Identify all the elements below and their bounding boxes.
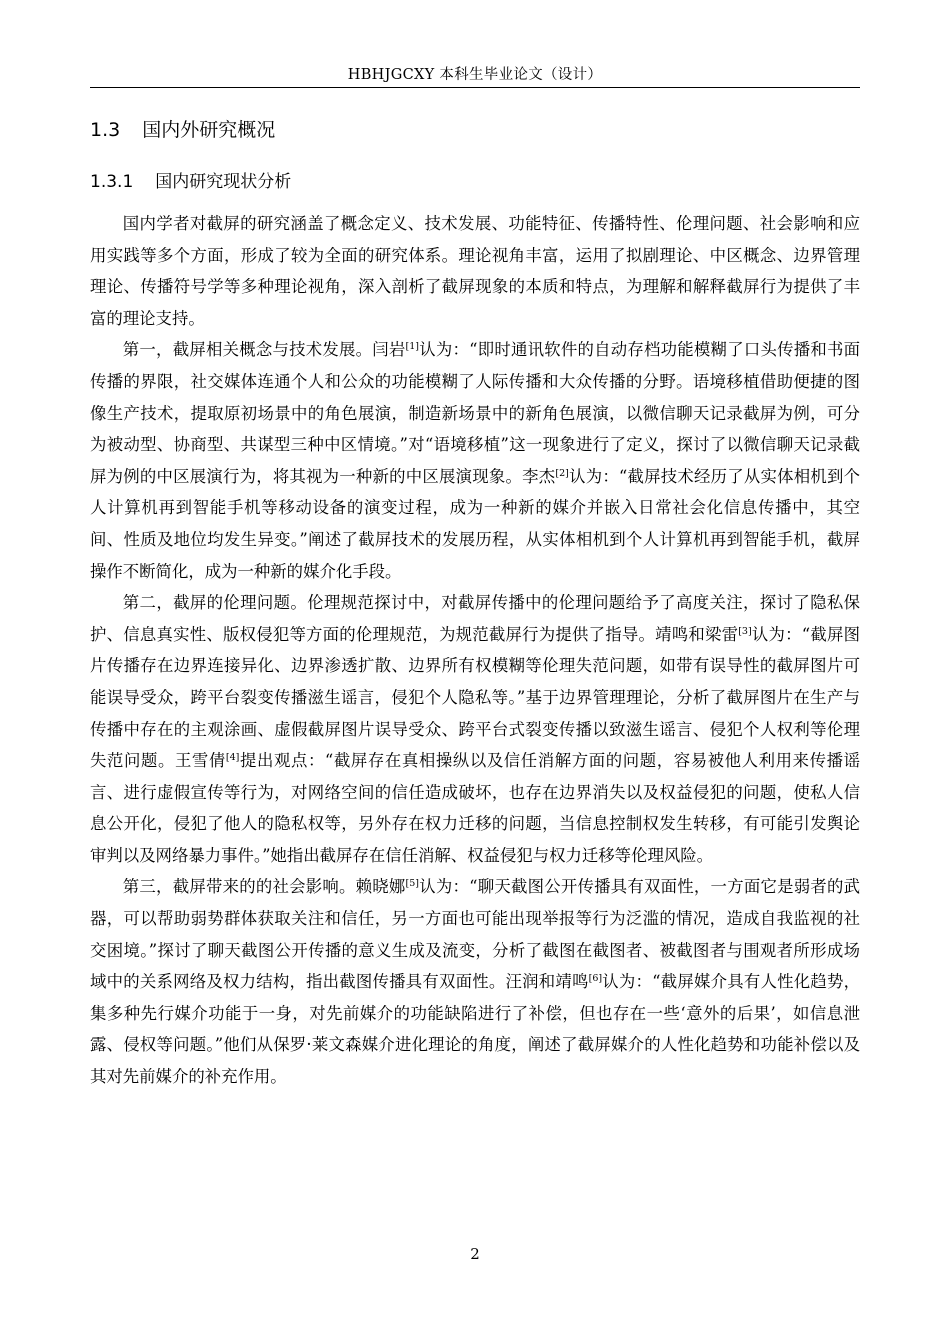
- paragraph-text: 提出观点：“截屏存在真相操纵以及信任消解方面的问题，容易被他人利用来传播谣言、进行虚假宣传等行为，对网络空间的信任造成破坏，也存在边界消失以及权益侵犯的问题，使私人信息公开化，侵犯了他人的隐私权等，另外存在权力迁移的问题，当信息控制权发生转移，有可能引发舆论审判以及网络暴力事件。”她指出截屏存在信任消解、权益侵犯与权力迁移等伦理风险。: [90, 751, 860, 865]
- paragraph-text: 第三，截屏带来的的社会影响。赖晓娜: [122, 877, 406, 897]
- section-number: 1.3: [90, 119, 121, 141]
- paragraph-text: 认为：“聊天截图公开传播具有双面性，一方面它是弱者的武器，可以帮助弱势群体获取关注和信任，另一方面也可能出现举报等行为泛滥的情况，造成自我监视的社交困境。”探讨了聊天截图公开传播的意义生成及流变，分析了截图在截图者、被截图者与围观者所形成场域中的关系网络及权力结构，指出截图传播具有双面性。汪润和靖鸣: [90, 877, 860, 992]
- section-title: 国内外研究概况: [142, 119, 276, 141]
- subsection-heading: [90, 170, 291, 194]
- paragraph-text: 认为：“截屏技术经历了从实体相机到个人计算机再到智能手机等移动设备的演变过程，成为一种新的媒介并嵌入日常社会化信息传播中，其空间、性质及地位均发生异变。”阐述了截屏技术的发展历程，从实体相机到个人计算机再到智能手机，截屏操作不断简化，成为一种新的媒介化手段。: [90, 466, 860, 581]
- citation-ref: [3]: [738, 625, 752, 637]
- paragraph-text: 第一，截屏相关概念与技术发展。闫岩: [122, 340, 406, 360]
- subsection-number: 1.3.1: [90, 172, 134, 192]
- paragraph-text: 认为：“截屏媒介具有人性化趋势，集多种先行媒介功能于一身，对先前媒介的功能缺陷进行了补偿，但也存在一些‘意外的后果’，如信息泄露、侵权等问题。”他们从保罗·莱文森媒介进化理论的角度，阐述了截屏媒介的人性化趋势和功能补偿以及其对先前媒介的补充作用。: [90, 972, 860, 1087]
- paragraph: [90, 208, 860, 334]
- header-rule: [90, 87, 860, 88]
- citation-ref: [6]: [588, 973, 603, 985]
- paragraph: [90, 871, 860, 1092]
- citation-ref: [1]: [405, 341, 419, 353]
- body-text: [90, 208, 860, 1093]
- paragraph-text: 认为：“即时通讯软件的自动存档功能模糊了口头传播和书面传播的界限，社交媒体连通个人和公众的功能模糊了人际传播和大众传播的分野。语境移植借助便捷的图像生产技术，提取原初场景中的角色展演，制造新场景中的新角色展演，以微信聊天记录截屏为例，可分为被动型、协商型、共谋型三种中区情境。”对“语境移植”这一现象进行了定义，探讨了以微信聊天记录截屏为例的中区展演行为，将其视为一种新的中区展演现象。李杰: [90, 340, 860, 486]
- paragraph-text: 国内学者对截屏的研究涵盖了概念定义、技术发展、功能特征、传播特性、伦理问题、社会影响和应用实践等多个方面，形成了较为全面的研究体系。理论视角丰富，运用了拟剧理论、中区概念、边界管理理论、传播符号学等多种理论视角，深入剖析了截屏现象的本质和特点，为理解和解释截屏行为提供了丰富的理论支持。: [90, 214, 860, 328]
- paragraph: [90, 334, 860, 587]
- section-heading: [90, 117, 275, 143]
- paragraph-text: 第二，截屏的伦理问题。伦理规范探讨中，对截屏传播中的伦理问题给予了高度关注，探讨了隐私保护、信息真实性、版权侵犯等方面的伦理规范，为规范截屏行为提供了指导。靖鸣和梁雷: [90, 593, 860, 644]
- citation-ref: [2]: [555, 467, 569, 479]
- subsection-title: 国内研究现状分析: [155, 172, 292, 192]
- citation-ref: [4]: [225, 752, 240, 764]
- paragraph: [90, 587, 860, 871]
- page-number: 2: [470, 1245, 480, 1263]
- running-header: HBHJGCXY 本科生毕业论文（设计）: [347, 67, 603, 83]
- citation-ref: [5]: [405, 878, 419, 890]
- paragraph-text: 认为：“截屏图片传播存在边界连接异化、边界渗透扩散、边界所有权模糊等伦理失范问题，如带有误导性的截屏图片可能误导受众，跨平台裂变传播滋生谣言，侵犯个人隐私等。”基于边界管理理论，分析了截屏图片在生产与传播中存在的主观涂画、虚假截屏图片误导受众、跨平台式裂变传播以致滋生谣言、侵犯个人权利等伦理失范问题。王雪倩: [90, 624, 860, 771]
